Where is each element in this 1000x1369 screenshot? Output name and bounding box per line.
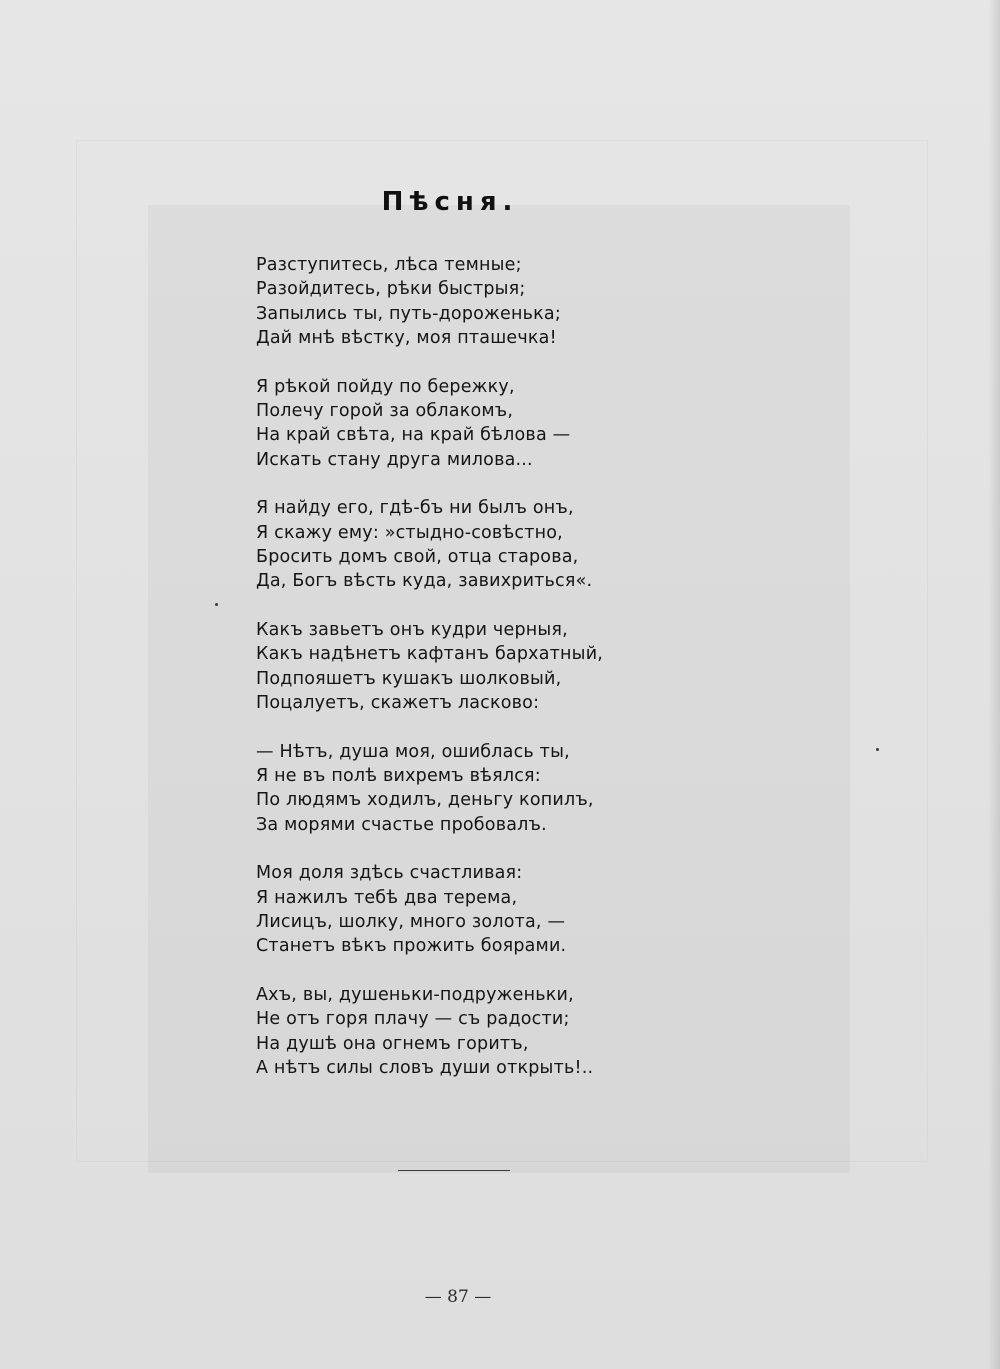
stanza-5 (256, 740, 716, 837)
poem-line: Я найду его, гдѣ-бъ ни былъ онъ, (256, 498, 574, 519)
ink-speck (876, 748, 879, 751)
page-edge-shadow (988, 0, 1000, 1369)
stanza-4 (256, 618, 716, 715)
poem-line: Бросить домъ свой, отца старова, (256, 546, 579, 567)
poem-line: Не отъ горя плачу — съ радости; (256, 1009, 570, 1030)
poem-line: Какъ завьетъ онъ кудри черныя, (256, 620, 568, 641)
poem-line: Да, Богъ вѣсть куда, завихриться«. (256, 571, 593, 592)
poem-line: Поцалуетъ, скажетъ ласково: (256, 692, 540, 713)
poem-line: Я не въ полѣ вихремъ вѣялся: (256, 766, 541, 787)
poem-line: Моя доля здѣсь счастливая: (256, 863, 523, 884)
poem-line: На край свѣта, на край бѣлова — (256, 425, 571, 446)
poem-body (256, 253, 716, 1105)
poem-line: — Нѣтъ, душа моя, ошиблась ты, (256, 741, 570, 762)
page-number: — 87 — (424, 1287, 492, 1307)
stanza-3 (256, 496, 716, 593)
poem-line: Разступитесь, лѣса темные; (256, 255, 522, 275)
stanza-2 (256, 375, 716, 472)
poem-line: Я рѣкой пойду по бережку, (256, 376, 515, 397)
poem-line: Лисицъ, шолку, много золота, — (256, 912, 566, 933)
stanza-6 (256, 861, 716, 958)
poem-line: Я скажу ему: »стыдно-совѣстно, (256, 522, 563, 543)
poem-line: Разойдитесь, рѣки быстрыя; (256, 279, 526, 300)
poem-line: Ахъ, вы, душеньки-подруженьки, (256, 985, 574, 1006)
poem-line: Полечу горой за облакомъ, (256, 400, 514, 421)
ink-speck (215, 603, 218, 606)
poem-line: Запылись ты, путь-дороженька; (256, 303, 561, 324)
poem-line: За морями счастье пробовалъ. (256, 814, 547, 835)
closing-rule (398, 1170, 510, 1171)
poem-line: Какъ надѣнетъ кафтанъ бархатный, (256, 644, 604, 665)
poem-line: Дай мнѣ вѣстку, моя пташечка! (256, 327, 557, 348)
stanza-1 (256, 253, 716, 350)
stanza-7 (256, 983, 716, 1080)
poem-line: По людямъ ходилъ, деньгу копилъ, (256, 790, 594, 811)
poem-line: Я нажилъ тебѣ два терема, (256, 887, 518, 908)
poem-line: Подпояшетъ кушакъ шолковый, (256, 668, 562, 689)
poem-line: На душѣ она огнемъ горитъ, (256, 1033, 529, 1054)
poem-line: А нѣтъ силы словъ души открыть!.. (256, 1058, 594, 1079)
poem-line: Искать стану друга милова... (256, 449, 533, 470)
poem-line: Станетъ вѣкъ прожить боярами. (256, 936, 567, 957)
poem-title: Пѣсня. (381, 187, 519, 217)
